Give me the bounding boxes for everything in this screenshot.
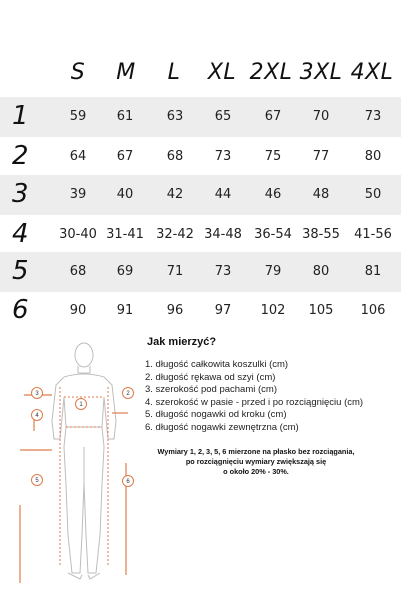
table-cell: 80 bbox=[312, 264, 330, 279]
badge-5 bbox=[32, 475, 43, 486]
table-cell: 67 bbox=[264, 109, 282, 124]
table-cell: 34-48 bbox=[204, 227, 242, 242]
table-cell: 77 bbox=[312, 149, 330, 164]
table-cell: 68 bbox=[166, 149, 184, 164]
stretch-note bbox=[140, 447, 372, 477]
table-cell: 67 bbox=[116, 149, 134, 164]
table-cell: 46 bbox=[264, 187, 282, 202]
table-cell: 97 bbox=[214, 303, 232, 318]
badge-4 bbox=[32, 410, 43, 421]
size-table-row bbox=[0, 252, 401, 292]
table-cell: 79 bbox=[264, 264, 282, 279]
table-cell: 71 bbox=[166, 264, 184, 279]
size-header: XL bbox=[207, 60, 237, 85]
size-header: 3XL bbox=[299, 60, 343, 85]
size-header: 2XL bbox=[249, 60, 293, 85]
row-number: 2 bbox=[12, 141, 29, 171]
size-header-row bbox=[0, 60, 401, 94]
table-cell: 48 bbox=[312, 187, 330, 202]
legend-item: 2. długość rękawa od szyi (cm) bbox=[145, 371, 276, 383]
row-number: 5 bbox=[12, 256, 29, 286]
table-cell: 59 bbox=[69, 109, 87, 124]
table-cell: 32-42 bbox=[156, 227, 194, 242]
note-line: po rozciągnięciu wymiary zwiększają się bbox=[185, 457, 327, 466]
badge-3 bbox=[32, 388, 43, 399]
legend-item: 5. długość nogawki od kroku (cm) bbox=[145, 409, 287, 421]
table-cell: 42 bbox=[166, 187, 184, 202]
table-cell: 39 bbox=[69, 187, 87, 202]
measurement-legend bbox=[145, 359, 401, 435]
table-cell: 80 bbox=[364, 149, 382, 164]
legend-item: 1. długość całkowita koszulki (cm) bbox=[145, 359, 289, 370]
table-cell: 30-40 bbox=[59, 227, 97, 242]
row-number: 1 bbox=[12, 101, 29, 131]
table-cell: 41-56 bbox=[354, 227, 392, 242]
how-to-measure-title: Jak mierzyć? bbox=[147, 336, 217, 348]
legend-item: 6. długość nogawki zewnętrzna (cm) bbox=[145, 421, 299, 433]
svg-text:3: 3 bbox=[35, 391, 39, 398]
badge-6 bbox=[123, 476, 134, 487]
note-line: Wymiary 1, 2, 3, 5, 6 mierzone na płasko bez rozciągania, bbox=[157, 447, 355, 456]
size-header: L bbox=[167, 60, 181, 85]
table-cell: 73 bbox=[214, 264, 232, 279]
table-cell: 38-55 bbox=[302, 227, 340, 242]
table-cell: 64 bbox=[69, 149, 87, 164]
table-cell: 69 bbox=[116, 264, 134, 279]
table-cell: 90 bbox=[69, 303, 87, 318]
badge-1 bbox=[76, 399, 87, 410]
size-table-row bbox=[0, 175, 401, 215]
table-cell: 75 bbox=[264, 149, 282, 164]
legend-item: 3. szerokość pod pachami (cm) bbox=[145, 384, 277, 396]
table-cell: 102 bbox=[260, 303, 286, 318]
table-cell: 73 bbox=[364, 109, 382, 124]
measurement-figure bbox=[0, 335, 150, 601]
table-cell: 70 bbox=[312, 109, 330, 124]
table-cell: 40 bbox=[116, 187, 134, 202]
badge-2 bbox=[123, 388, 134, 399]
table-cell: 63 bbox=[166, 109, 184, 124]
size-header: 4XL bbox=[350, 60, 394, 85]
note-line: o około 20% - 30%. bbox=[223, 467, 289, 476]
table-cell: 105 bbox=[308, 303, 334, 318]
table-cell: 91 bbox=[116, 303, 134, 318]
svg-text:2: 2 bbox=[126, 391, 130, 398]
table-cell: 68 bbox=[69, 264, 87, 279]
table-cell: 106 bbox=[360, 303, 386, 318]
table-cell: 50 bbox=[364, 187, 382, 202]
svg-text:1: 1 bbox=[79, 402, 83, 409]
size-table-row bbox=[0, 137, 401, 177]
table-cell: 81 bbox=[364, 264, 382, 279]
table-cell: 96 bbox=[166, 303, 184, 318]
size-table-row bbox=[0, 215, 401, 255]
table-cell: 61 bbox=[116, 109, 134, 124]
row-number: 6 bbox=[12, 295, 29, 325]
size-header: S bbox=[70, 60, 86, 85]
size-table-row bbox=[0, 97, 401, 137]
svg-text:5: 5 bbox=[35, 478, 39, 485]
size-table-row bbox=[0, 291, 401, 331]
legend-item: 4. szerokość w pasie - przed i po rozciągnięciu (cm) bbox=[145, 396, 364, 408]
table-cell: 73 bbox=[214, 149, 232, 164]
table-cell: 65 bbox=[214, 109, 232, 124]
body-outline-illustration bbox=[0, 335, 150, 601]
size-header: M bbox=[116, 60, 136, 85]
table-cell: 31-41 bbox=[106, 227, 144, 242]
svg-text:4: 4 bbox=[35, 413, 39, 420]
row-number: 4 bbox=[12, 219, 29, 249]
row-number: 3 bbox=[12, 179, 29, 209]
table-cell: 44 bbox=[214, 187, 232, 202]
svg-text:6: 6 bbox=[126, 479, 130, 486]
table-cell: 36-54 bbox=[254, 227, 292, 242]
